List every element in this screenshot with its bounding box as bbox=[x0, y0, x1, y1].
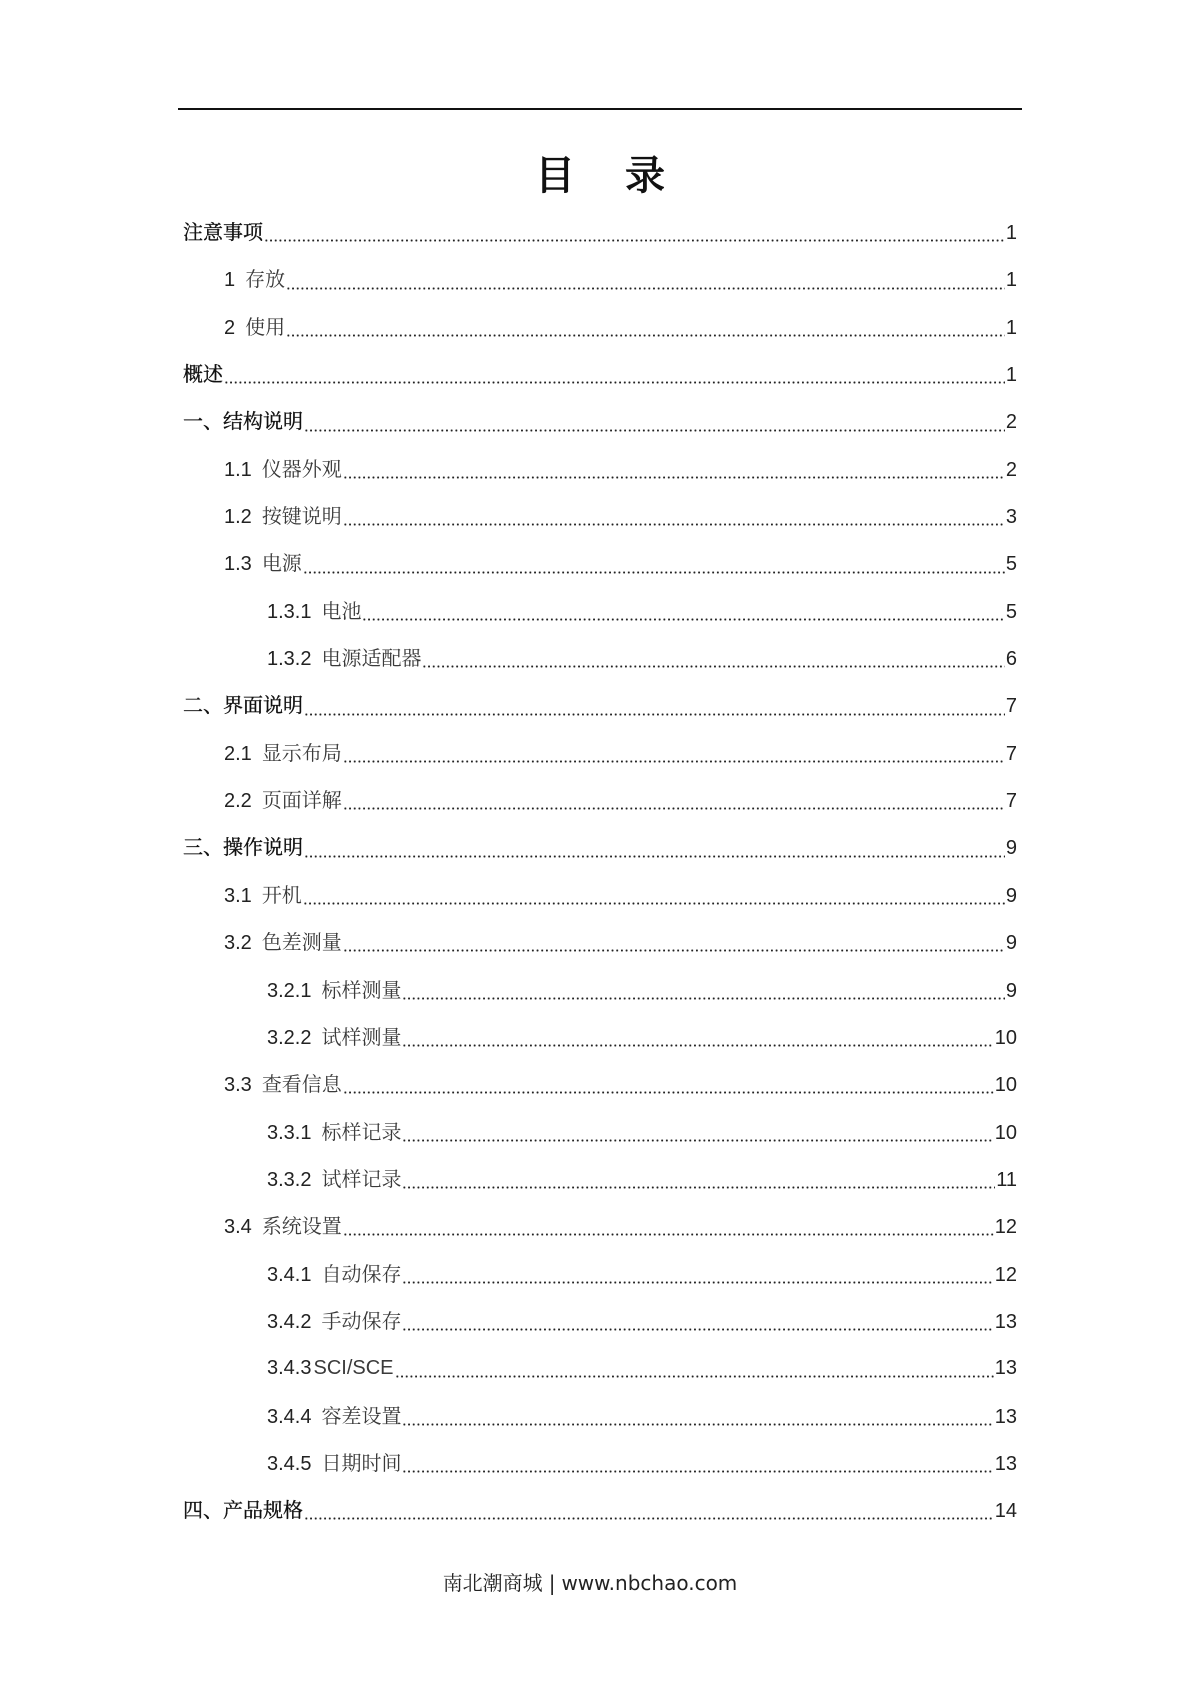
toc-entry[interactable] bbox=[183, 682, 1017, 729]
toc-entry-label: 二、界面说明 bbox=[183, 693, 303, 718]
dot-leader bbox=[286, 287, 1005, 290]
toc-entry-page-number: 9 bbox=[1005, 932, 1017, 955]
toc-entry-number: 2.1 bbox=[224, 742, 252, 765]
dot-leader bbox=[343, 1233, 994, 1236]
toc-entry[interactable] bbox=[183, 256, 1017, 303]
page-title bbox=[0, 150, 1200, 202]
dot-leader bbox=[304, 429, 1005, 432]
dot-leader bbox=[304, 1517, 994, 1520]
toc-entry[interactable] bbox=[183, 1440, 1017, 1487]
dot-leader bbox=[304, 855, 1005, 858]
toc-entry[interactable] bbox=[183, 730, 1017, 777]
dot-leader bbox=[402, 1044, 993, 1047]
toc-entry-number: 3.1 bbox=[224, 884, 252, 907]
toc-entry[interactable] bbox=[183, 872, 1017, 919]
page-title-char: 录 bbox=[625, 153, 665, 199]
toc-entry-page-number: 13 bbox=[994, 1357, 1017, 1380]
toc-entry-label: 一、结构说明 bbox=[183, 409, 303, 434]
dot-leader bbox=[343, 476, 1005, 479]
toc-entry-page-number: 13 bbox=[994, 1405, 1017, 1428]
toc-entry-number: 3.4.5 bbox=[267, 1452, 312, 1475]
footer-separator: | bbox=[548, 1571, 556, 1595]
toc-entry-page-number: 9 bbox=[1005, 884, 1017, 907]
toc-entry[interactable] bbox=[183, 540, 1017, 587]
toc-entry-label: SCI/SCE bbox=[313, 1357, 394, 1380]
toc-entry-page-number: 7 bbox=[1005, 695, 1017, 718]
toc-entry[interactable] bbox=[183, 1061, 1017, 1108]
toc-entry-label: 三、操作说明 bbox=[183, 835, 303, 860]
header-rule bbox=[178, 108, 1022, 110]
toc-entry-number: 2.2 bbox=[224, 790, 252, 813]
toc-entry[interactable] bbox=[183, 824, 1017, 871]
toc-entry-number: 3.2.1 bbox=[267, 979, 312, 1002]
toc-entry-number: 3.3.1 bbox=[267, 1121, 312, 1144]
toc-entry[interactable] bbox=[183, 351, 1017, 398]
toc-entry-page-number: 14 bbox=[994, 1500, 1017, 1523]
toc-entry-number: 3.4.2 bbox=[267, 1310, 312, 1333]
toc-entry-number: 3.3.2 bbox=[267, 1168, 312, 1191]
toc-entry-number: 1.2 bbox=[224, 506, 252, 529]
toc-entry-label: 标样记录 bbox=[321, 1119, 402, 1144]
toc-entry-page-number: 10 bbox=[994, 1074, 1017, 1097]
dot-leader bbox=[362, 618, 1004, 621]
toc-entry-page-number: 2 bbox=[1005, 458, 1017, 481]
toc-entry[interactable] bbox=[183, 493, 1017, 540]
toc-entry-label: 概述 bbox=[183, 362, 223, 387]
toc-entry-number: 3.3 bbox=[224, 1074, 252, 1097]
toc-entry-label: 容差设置 bbox=[321, 1403, 402, 1428]
toc-entry-page-number: 13 bbox=[994, 1310, 1017, 1333]
toc-entry[interactable] bbox=[183, 588, 1017, 635]
footer-brand: 南北潮商城 bbox=[442, 1571, 543, 1595]
toc-entry-number: 1.3 bbox=[224, 553, 252, 576]
toc-entry-label: 使用 bbox=[245, 314, 286, 339]
toc-entry[interactable] bbox=[183, 1014, 1017, 1061]
toc-entry[interactable] bbox=[183, 1345, 1017, 1392]
toc-entry-page-number: 12 bbox=[994, 1263, 1017, 1286]
toc-entry-label: 手动保存 bbox=[321, 1308, 402, 1333]
toc-entry[interactable] bbox=[183, 777, 1017, 824]
toc-entry-number: 3.4 bbox=[224, 1216, 252, 1239]
toc-entry[interactable] bbox=[183, 304, 1017, 351]
toc-entry-page-number: 10 bbox=[994, 1121, 1017, 1144]
toc-entry-label: 自动保存 bbox=[321, 1261, 402, 1286]
toc-entry-number: 3.4.3 bbox=[267, 1357, 312, 1380]
toc-entry-label: 四、产品规格 bbox=[183, 1498, 303, 1523]
toc-entry-number: 3.2 bbox=[224, 932, 252, 955]
toc-entry[interactable] bbox=[183, 967, 1017, 1014]
dot-leader bbox=[402, 1470, 993, 1473]
dot-leader bbox=[402, 1423, 993, 1426]
toc-entry-label: 页面详解 bbox=[261, 788, 342, 813]
toc-entry[interactable] bbox=[183, 1203, 1017, 1250]
toc-entry[interactable] bbox=[183, 1156, 1017, 1203]
toc-entry-page-number: 9 bbox=[1005, 837, 1017, 860]
toc-entry[interactable] bbox=[183, 635, 1017, 682]
page-title-char: 目 bbox=[535, 153, 575, 199]
toc-entry-page-number: 2 bbox=[1005, 411, 1017, 434]
toc-entry-label: 标样测量 bbox=[321, 977, 402, 1002]
toc-entry[interactable] bbox=[183, 1109, 1017, 1156]
toc-entry[interactable] bbox=[183, 1487, 1017, 1534]
toc-entry-page-number: 12 bbox=[994, 1216, 1017, 1239]
dot-leader bbox=[402, 1139, 993, 1142]
dot-leader bbox=[402, 1328, 993, 1331]
toc-entry-number: 3.4.4 bbox=[267, 1405, 312, 1428]
toc-entry-number: 3.4.1 bbox=[267, 1263, 312, 1286]
toc-entry-number: 3.2.2 bbox=[267, 1026, 312, 1049]
toc-entry-page-number: 7 bbox=[1005, 742, 1017, 765]
toc-entry[interactable] bbox=[183, 919, 1017, 966]
dot-leader bbox=[402, 997, 1004, 1000]
toc-entry-page-number: 1 bbox=[1005, 222, 1017, 244]
toc-entry[interactable] bbox=[183, 209, 1017, 256]
dot-leader bbox=[264, 239, 1005, 242]
toc-entry-page-number: 6 bbox=[1005, 648, 1017, 671]
toc-entry-label: 存放 bbox=[245, 267, 286, 292]
footer-url[interactable]: www.nbchao.com bbox=[561, 1571, 738, 1595]
toc-entry-label: 试样测量 bbox=[321, 1024, 402, 1049]
toc-entry-label: 电源适配器 bbox=[321, 646, 422, 671]
dot-leader bbox=[343, 807, 1005, 810]
dot-leader bbox=[402, 1186, 995, 1189]
toc-entry-page-number: 9 bbox=[1005, 979, 1017, 1002]
toc-entry[interactable] bbox=[183, 398, 1017, 445]
toc-entry-label: 色差测量 bbox=[261, 930, 342, 955]
dot-leader bbox=[286, 334, 1005, 337]
toc-entry-label: 日期时间 bbox=[321, 1450, 402, 1475]
toc-entry-page-number: 7 bbox=[1005, 790, 1017, 813]
toc-entry[interactable] bbox=[183, 1298, 1017, 1345]
dot-leader bbox=[303, 571, 1005, 574]
toc-entry-label: 试样记录 bbox=[321, 1166, 402, 1191]
toc-entry-number: 1 bbox=[224, 269, 236, 292]
toc-entry-page-number: 3 bbox=[1005, 506, 1017, 529]
toc-entry-label: 电池 bbox=[321, 598, 362, 623]
toc-entry-page-number: 1 bbox=[1005, 316, 1017, 339]
dot-leader bbox=[395, 1375, 994, 1378]
dot-leader bbox=[422, 665, 1004, 668]
dot-leader bbox=[402, 1281, 993, 1284]
toc-entry-number: 1.3.2 bbox=[267, 648, 312, 671]
toc-entry-label: 仪器外观 bbox=[261, 456, 342, 481]
toc-entry-page-number: 1 bbox=[1005, 364, 1017, 387]
toc-entry[interactable] bbox=[183, 1251, 1017, 1298]
toc-entry-page-number: 5 bbox=[1005, 600, 1017, 623]
dot-leader bbox=[343, 1091, 994, 1094]
dot-leader bbox=[343, 523, 1005, 526]
dot-leader bbox=[343, 949, 1005, 952]
toc-entry-page-number: 11 bbox=[996, 1168, 1017, 1191]
dot-leader bbox=[224, 381, 1005, 384]
toc-entry-page-number: 1 bbox=[1005, 269, 1017, 292]
toc-entry-label: 注意事项 bbox=[183, 220, 263, 244]
toc-entry-label: 按键说明 bbox=[261, 504, 342, 529]
toc-entry-page-number: 13 bbox=[994, 1452, 1017, 1475]
toc-entry-label: 显示布局 bbox=[261, 740, 342, 765]
dot-leader bbox=[303, 902, 1005, 905]
toc-entry-number: 1.1 bbox=[224, 458, 252, 481]
toc-entry[interactable] bbox=[183, 446, 1017, 493]
toc-entry-label: 电源 bbox=[261, 551, 302, 576]
table-of-contents bbox=[183, 209, 1017, 1535]
toc-entry-label: 开机 bbox=[261, 882, 302, 907]
toc-entry-label: 查看信息 bbox=[261, 1072, 342, 1097]
toc-entry-label: 系统设置 bbox=[261, 1214, 342, 1239]
toc-entry[interactable] bbox=[183, 1393, 1017, 1440]
toc-entry-number: 2 bbox=[224, 316, 236, 339]
toc-entry-number: 1.3.1 bbox=[267, 600, 312, 623]
dot-leader bbox=[304, 713, 1005, 716]
toc-entry-page-number: 10 bbox=[994, 1026, 1017, 1049]
page-footer bbox=[0, 1568, 1180, 1598]
toc-entry-page-number: 5 bbox=[1005, 553, 1017, 576]
dot-leader bbox=[343, 760, 1005, 763]
